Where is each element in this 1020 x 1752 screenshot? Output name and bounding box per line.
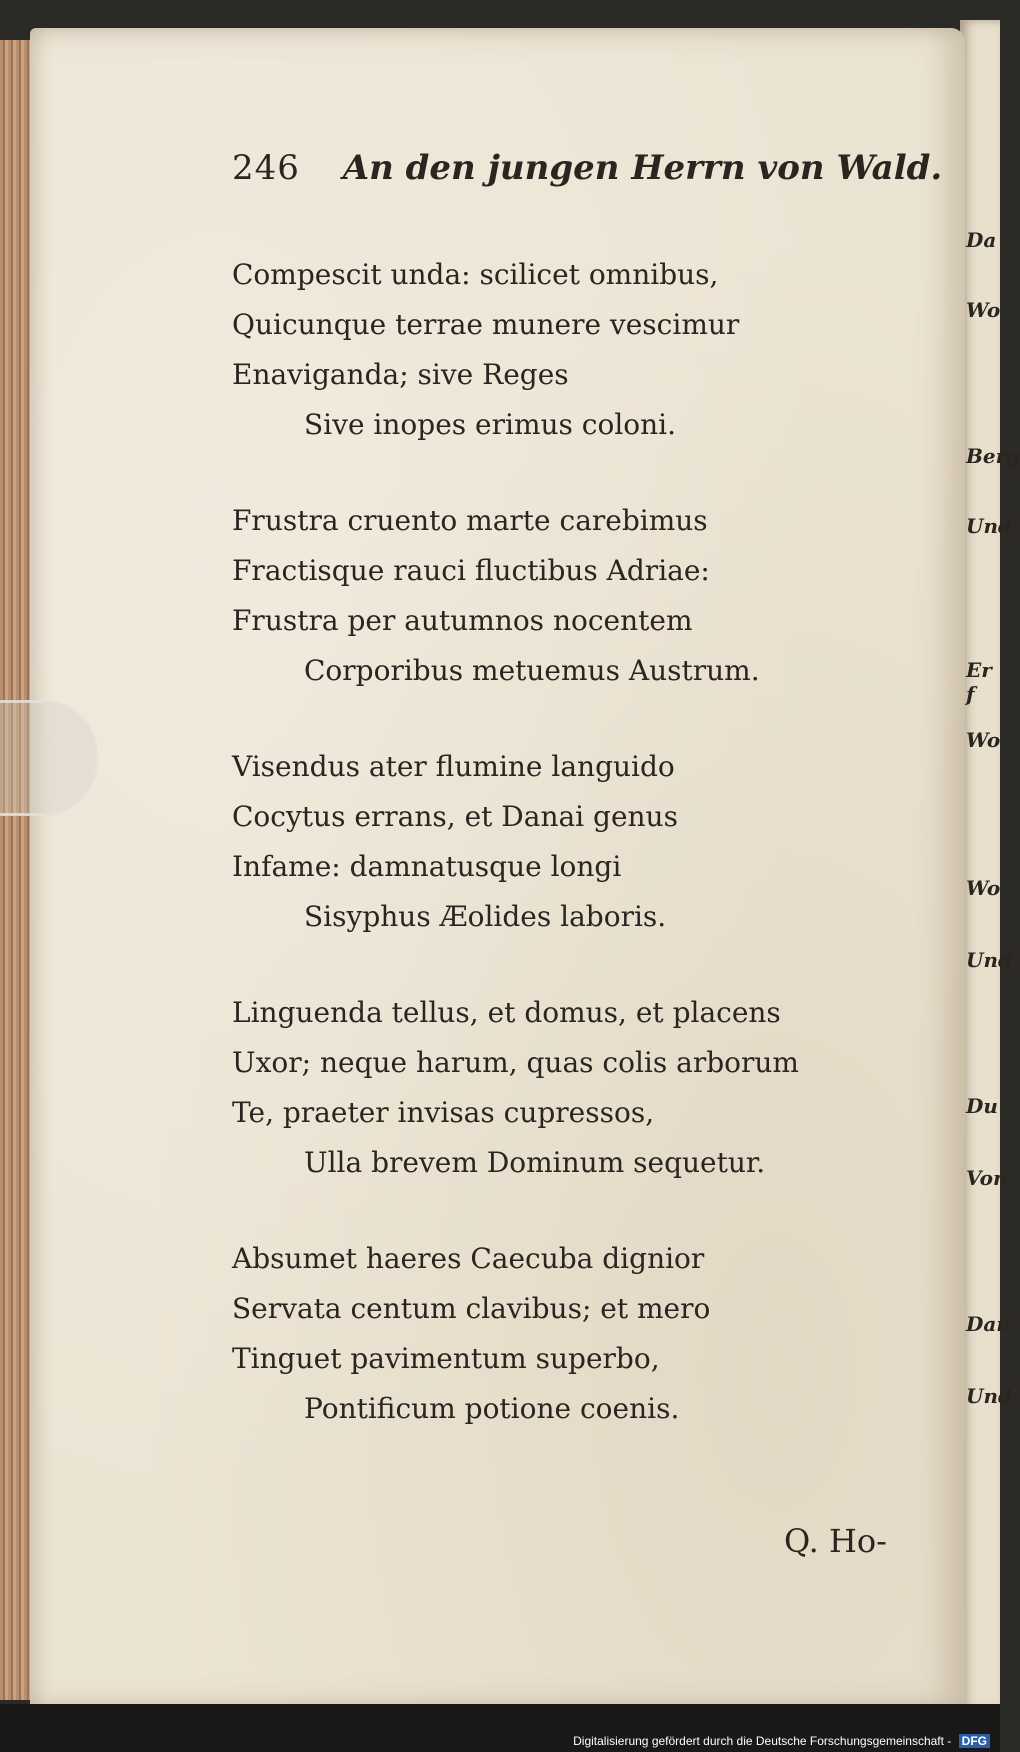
margin-fragment: Berg bbox=[966, 444, 1020, 468]
margin-fragment: Von bbox=[966, 1166, 1008, 1190]
running-header bbox=[232, 148, 943, 188]
margin-fragment: Und bbox=[966, 948, 1012, 972]
poem-line: Frustra per autumnos nocentem bbox=[232, 604, 693, 637]
margin-fragment: Wo bbox=[966, 728, 1001, 752]
catchword: Q. Ho- bbox=[784, 1522, 887, 1560]
running-title: An den jungen Herrn von Wald. bbox=[342, 148, 943, 188]
poem-line: Frustra cruento marte carebimus bbox=[232, 504, 708, 537]
poem-line: Corporibus metuemus Austrum. bbox=[304, 654, 760, 687]
margin-fragment: Da bbox=[966, 228, 997, 252]
margin-fragment: Du bbox=[966, 1094, 998, 1118]
stanza bbox=[232, 1234, 932, 1434]
margin-fragment: Wo bbox=[966, 298, 1001, 322]
poem-line: Te, praeter invisas cupressos, bbox=[232, 1096, 655, 1129]
margin-fragment: Er f bbox=[966, 658, 992, 706]
stanza bbox=[232, 496, 932, 696]
poem-line: Enaviganda; sive Reges bbox=[232, 358, 569, 391]
stanza bbox=[232, 742, 932, 942]
dfg-logo: DFG bbox=[959, 1734, 990, 1748]
margin-fragment: Dan bbox=[966, 1312, 1011, 1336]
poem-line: Sisyphus Æolides laboris. bbox=[304, 900, 667, 933]
facing-page-edge bbox=[960, 20, 1000, 1710]
poem-line: Uxor; neque harum, quas colis arborum bbox=[232, 1046, 799, 1079]
stanza bbox=[232, 250, 932, 450]
poem-line: Linguenda tellus, et domus, et placens bbox=[232, 996, 781, 1029]
poem-line: Tinguet pavimentum superbo, bbox=[232, 1342, 660, 1375]
stanza bbox=[232, 988, 932, 1188]
page-number: 246 bbox=[232, 148, 300, 188]
poem-line: Pontificum potione coenis. bbox=[304, 1392, 680, 1425]
funding-footer bbox=[573, 1734, 990, 1748]
poem-line: Fractisque rauci fluctibus Adriae: bbox=[232, 554, 710, 587]
margin-fragment: Und bbox=[966, 514, 1012, 538]
poem-line: Compescit unda: scilicet omnibus, bbox=[232, 258, 719, 291]
poem-line: Infame: damnatusque longi bbox=[232, 850, 622, 883]
poem-line: Ulla brevem Dominum sequetur. bbox=[304, 1146, 766, 1179]
poem-line: Cocytus errans, et Danai genus bbox=[232, 800, 678, 833]
poem-body bbox=[232, 250, 932, 1480]
poem-line: Sive inopes erimus coloni. bbox=[304, 408, 677, 441]
poem-line: Visendus ater flumine languido bbox=[232, 750, 675, 783]
poem-line: Quicunque terrae munere vescimur bbox=[232, 308, 740, 341]
footer-text: Digitalisierung gefördert durch die Deutsche Forschungsgemeinschaft - bbox=[573, 1734, 952, 1748]
poem-line: Servata centum clavibus; et mero bbox=[232, 1292, 711, 1325]
poem-line: Absumet haeres Caecuba dignior bbox=[232, 1242, 705, 1275]
margin-fragment: Und bbox=[966, 1384, 1012, 1408]
margin-fragment: Wo bbox=[966, 876, 1001, 900]
